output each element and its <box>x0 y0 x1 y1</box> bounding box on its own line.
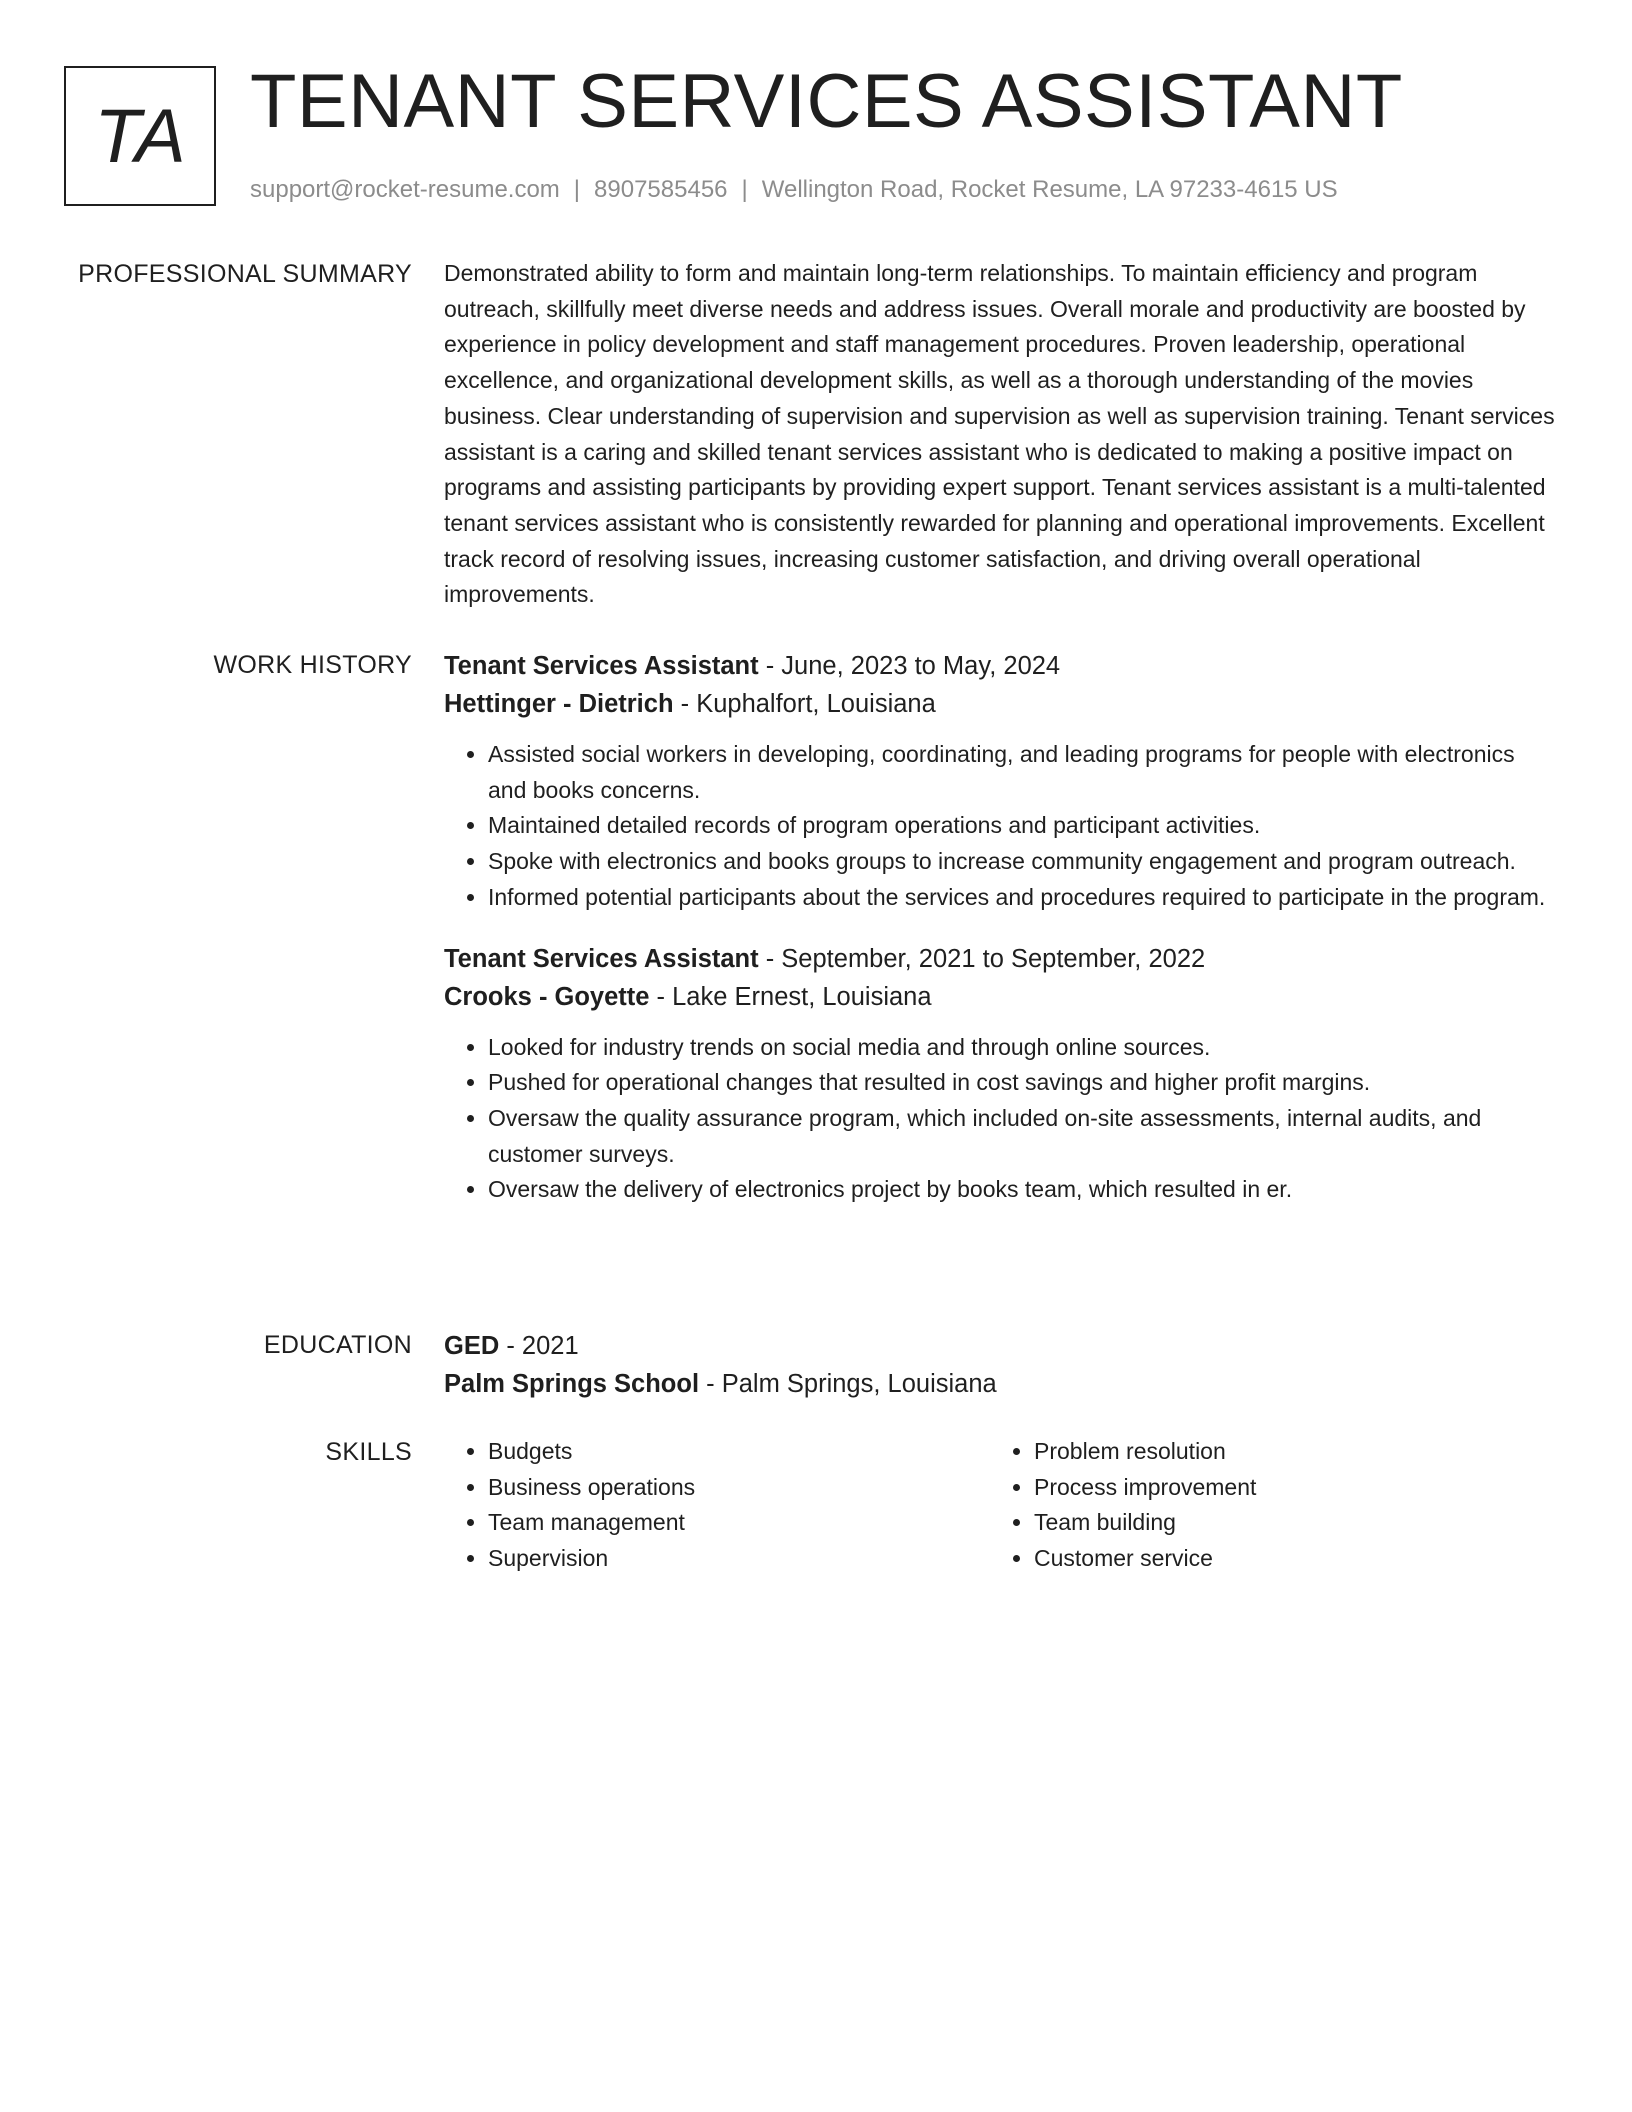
education-location: - Palm Springs, Louisiana <box>699 1370 997 1398</box>
job-company: Hettinger - Dietrich <box>444 690 674 718</box>
monogram-box <box>64 66 216 206</box>
education-body <box>444 1327 1556 1403</box>
skill-item: • Customer service <box>1034 1541 1536 1577</box>
job-title: Tenant Services Assistant <box>444 652 759 680</box>
skills-body <box>444 1434 1556 1577</box>
skill-item: • Team management <box>488 1505 990 1541</box>
job-bullet: • Looked for industry trends on social media and through online sources. <box>488 1030 1556 1066</box>
job-title-line <box>444 940 1556 978</box>
job-company-line <box>444 685 1556 723</box>
contact-separator: | <box>573 176 581 203</box>
job-company-line <box>444 978 1556 1016</box>
job-bullet: • Oversaw the quality assurance program, which included on-site assessments, internal audits, and customer surveys. <box>488 1101 1556 1172</box>
job-bullet: • Spoke with electronics and books groups to increase community engagement and program outreach. <box>488 844 1556 880</box>
job-bullet: • Oversaw the delivery of electronics project by books team, which resulted in er. <box>488 1172 1556 1208</box>
skill-item: • Budgets <box>488 1434 990 1470</box>
job-title: Tenant Services Assistant <box>444 944 759 973</box>
education-school: Palm Springs School <box>444 1370 700 1398</box>
contact-separator: | <box>741 176 748 203</box>
job-entry <box>444 647 1556 916</box>
contact-line <box>250 174 1338 206</box>
summary-text: Demonstrated ability to form and maintain long-term relationships. To maintain efficiency and program outreach, skillfully meet diverse needs and address issues. Overall morale and productivity are boosted by experience in policy development and staff management procedures. Proven leadership, operational excellence, and organizational development skills, as well as a thorough understanding of the movies business. Clear understanding of supervision and supervision as well as supervision training. Tenant services assistant is a caring and skilled tenant services assistant who is dedicated to making a positive impact on programs and assisting participants by providing expert support. Tenant services assistant is a multi-talented tenant services assistant who is consistently rewarded for planning and operational improvements. Excellent track record of resolving issues, increasing customer satisfaction, and driving overall operational improvements. <box>444 260 1555 608</box>
candidate-title: TENANT SERVICES ASSISTANT <box>250 59 1403 144</box>
skills-column-left <box>444 1434 990 1577</box>
job-title-line <box>444 647 1556 685</box>
skill-item: • Problem resolution <box>1034 1434 1536 1470</box>
skills-grid <box>444 1434 1556 1577</box>
job-bullet: • Assisted social workers in developing, coordinating, and leading programs for people with electronics and books concerns. <box>488 737 1556 808</box>
job-bullets <box>444 1030 1556 1209</box>
skill-item: • Process improvement <box>1034 1470 1536 1506</box>
job-bullet: • Maintained detailed records of program operations and participant activities. <box>488 808 1556 844</box>
contact-email: support@rocket-resume.com <box>250 176 560 203</box>
education-year: - 2021 <box>499 1332 579 1360</box>
job-dates: - September, 2021 to September, 2022 <box>758 944 1206 973</box>
job-bullet: • Informed potential participants about the services and procedures required to participate in the program. <box>488 880 1556 916</box>
summary-body <box>444 256 1556 613</box>
job-location: - Lake Ernest, Louisiana <box>649 982 932 1011</box>
section-label-work-history: WORK HISTORY <box>213 651 412 679</box>
job-bullet: • Pushed for operational changes that resulted in cost savings and higher profit margins. <box>488 1065 1556 1101</box>
contact-phone: 8907585456 <box>594 176 728 203</box>
contact-address: Wellington Road, Rocket Resume, LA 97233-4615 US <box>761 176 1338 203</box>
section-label-summary: PROFESSIONAL SUMMARY <box>78 260 412 288</box>
section-label-education: EDUCATION <box>263 1331 412 1359</box>
education-school-line <box>444 1365 1556 1403</box>
skills-column-right <box>990 1434 1536 1577</box>
monogram-initials: TA <box>94 93 186 179</box>
section-label-skills: SKILLS <box>325 1438 412 1466</box>
job-location: - Kuphalfort, Louisiana <box>673 690 936 718</box>
work-history-body <box>444 647 1556 1208</box>
job-dates: - June, 2023 to May, 2024 <box>758 652 1061 680</box>
education-degree-line <box>444 1327 1556 1365</box>
job-company: Crooks - Goyette <box>444 982 650 1011</box>
education-degree: GED <box>444 1332 500 1360</box>
skill-item: • Business operations <box>488 1470 990 1506</box>
job-entry <box>444 940 1556 1209</box>
job-bullets <box>444 737 1556 916</box>
skill-item: • Team building <box>1034 1505 1536 1541</box>
skill-item: • Supervision <box>488 1541 990 1577</box>
